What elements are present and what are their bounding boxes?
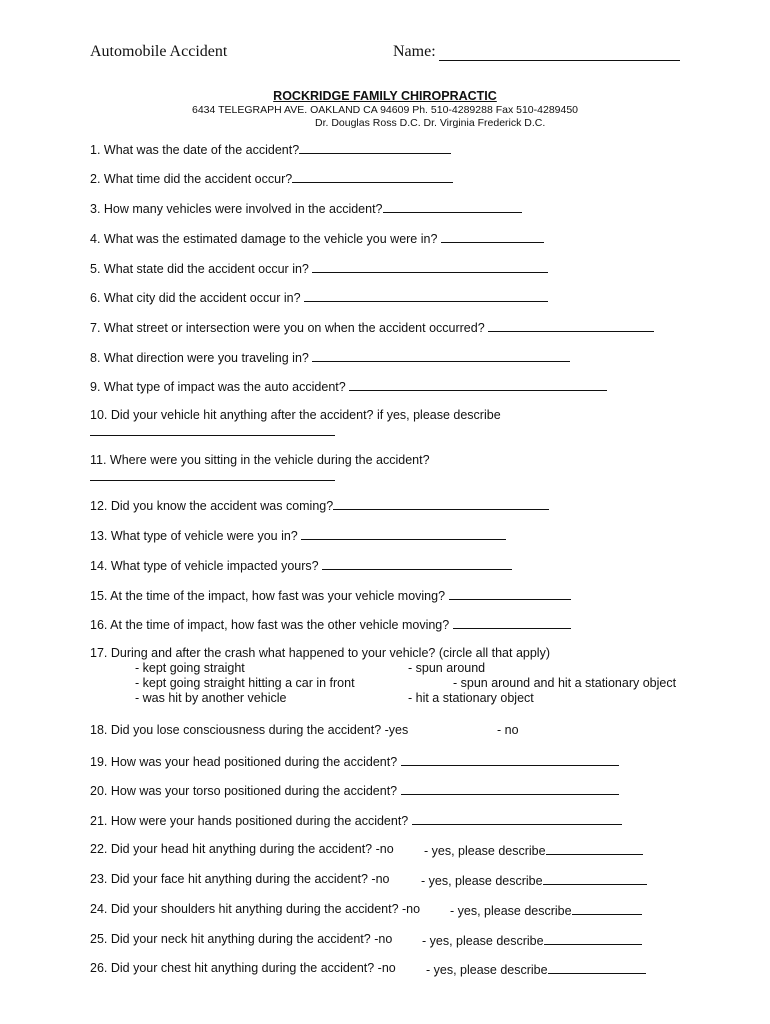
clinic-doctors: Dr. Douglas Ross D.C. Dr. Virginia Frederick D.C.	[315, 117, 546, 129]
answer-field[interactable]	[301, 527, 506, 540]
answer-field[interactable]	[312, 349, 570, 362]
answer-field[interactable]	[449, 587, 571, 600]
yes-describe: - yes, please describe	[424, 842, 643, 858]
answer-field[interactable]	[292, 170, 453, 183]
question-24: 24. Did your shoulders hit anything during the accident? -no	[90, 902, 421, 916]
question-13: 13. What type of vehicle were you in?	[90, 527, 506, 543]
question-12: 12. Did you know the accident was coming?	[90, 497, 549, 513]
answer-field[interactable]	[333, 497, 549, 510]
question-23: 23. Did your face hit anything during the accident? -no	[90, 872, 390, 886]
question-11: 11. Where were you sitting in the vehicle during the accident?	[90, 453, 430, 467]
option-hit-stationary[interactable]: - hit a stationary object	[408, 691, 534, 705]
question-3: 3. How many vehicles were involved in the accident?	[90, 200, 522, 216]
question-10: 10. Did your vehicle hit anything after the accident? if yes, please describe	[90, 408, 501, 422]
yes-describe: - yes, please describe	[426, 961, 646, 977]
option-no[interactable]: - no	[497, 723, 519, 737]
question-8: 8. What direction were you traveling in?	[90, 349, 570, 365]
answer-field[interactable]	[453, 616, 571, 629]
question-4: 4. What was the estimated damage to the vehicle you were in?	[90, 230, 544, 246]
name-field[interactable]	[439, 60, 680, 61]
answer-field[interactable]	[383, 200, 522, 213]
answer-field[interactable]	[401, 753, 619, 766]
question-21: 21. How were your hands positioned during the accident?	[90, 812, 622, 828]
answer-field[interactable]	[546, 842, 643, 855]
answer-field[interactable]	[441, 230, 544, 243]
answer-field[interactable]	[544, 932, 642, 945]
answer-field[interactable]	[299, 141, 451, 154]
answer-field[interactable]	[401, 782, 619, 795]
name-label: Name:	[393, 43, 436, 60]
answer-field[interactable]	[349, 378, 607, 391]
question-22: 22. Did your head hit anything during the accident? -no	[90, 842, 394, 856]
answer-field[interactable]	[304, 289, 548, 302]
question-14: 14. What type of vehicle impacted yours?	[90, 557, 512, 573]
clinic-name: ROCKRIDGE FAMILY CHIROPRACTIC	[273, 89, 497, 103]
question-2: 2. What time did the accident occur?	[90, 170, 453, 186]
yes-describe: - yes, please describe	[421, 872, 647, 888]
answer-field[interactable]	[312, 260, 548, 273]
question-26: 26. Did your chest hit anything during the accident? -no	[90, 961, 396, 975]
question-20: 20. How was your torso positioned during the accident?	[90, 782, 619, 798]
question-5: 5. What state did the accident occur in?	[90, 260, 548, 276]
answer-field[interactable]	[90, 435, 335, 436]
answer-field[interactable]	[488, 319, 654, 332]
answer-field[interactable]	[412, 812, 622, 825]
question-15: 15. At the time of the impact, how fast was your vehicle moving?	[90, 587, 571, 603]
option-spun-around[interactable]: - spun around	[408, 661, 486, 675]
yes-describe: - yes, please describe	[450, 902, 642, 918]
question-18: 18. Did you lose consciousness during the accident? -yes	[90, 723, 409, 737]
yes-describe: - yes, please describe	[422, 932, 642, 948]
question-25: 25. Did your neck hit anything during the accident? -no	[90, 932, 393, 946]
option-kept-straight[interactable]: - kept going straight	[135, 661, 245, 675]
answer-field[interactable]	[543, 872, 647, 885]
answer-field[interactable]	[322, 557, 512, 570]
question-17: 17. During and after the crash what happened to your vehicle? (circle all that apply)	[90, 646, 550, 660]
option-hit-by-vehicle[interactable]: - was hit by another vehicle	[135, 691, 287, 705]
form-title: Automobile Accident	[90, 43, 228, 60]
question-16: 16. At the time of impact, how fast was the other vehicle moving?	[90, 616, 571, 632]
question-9: 9. What type of impact was the auto accident?	[90, 378, 607, 394]
question-6: 6. What city did the accident occur in?	[90, 289, 548, 305]
question-7: 7. What street or intersection were you on when the accident occurred?	[90, 319, 654, 335]
question-1: 1. What was the date of the accident?	[90, 141, 451, 157]
option-spun-hit-object[interactable]: - spun around and hit a stationary object	[453, 676, 677, 690]
answer-field[interactable]	[90, 480, 335, 481]
answer-field[interactable]	[548, 961, 646, 974]
answer-field[interactable]	[572, 902, 642, 915]
question-19: 19. How was your head positioned during the accident?	[90, 753, 619, 769]
clinic-address: 6434 TELEGRAPH AVE. OAKLAND CA 94609 Ph. 510-4289288 Fax 510-4289450	[191, 104, 579, 116]
option-hit-car-front[interactable]: - kept going straight hitting a car in front	[135, 676, 355, 690]
